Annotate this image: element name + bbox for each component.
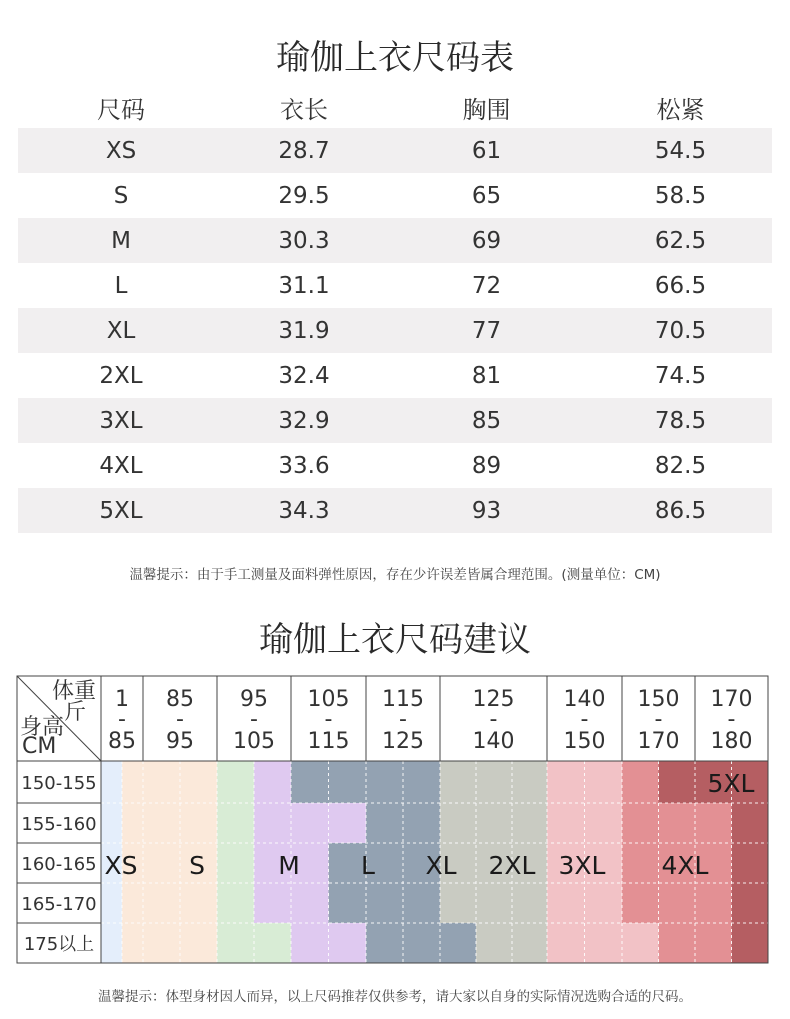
column-header: 衣长 [280,95,328,124]
grid-cell [122,761,143,803]
table-cell: 74.5 [654,362,707,389]
grid-cell [403,803,440,843]
weight-range-dash: - [118,707,126,732]
weight-range-from: 85 [166,687,194,712]
grid-cell [547,761,585,803]
weight-range-from: 1 [115,687,129,712]
grid-cell [695,883,732,923]
weight-range-to: 170 [637,729,680,754]
grid-cell [180,883,217,923]
grid-cell [366,923,403,963]
grid-cell [512,761,547,803]
height-range-label: 150-155 [21,773,97,794]
table-cell: XL [106,317,136,344]
size-label: 4XL [661,851,709,880]
grid-cell [291,883,329,923]
grid-cell [622,883,659,923]
grid-cell [122,803,143,843]
weight-range-to: 150 [563,729,606,754]
table-cell: 66.5 [654,272,707,299]
grid-cell [217,923,254,963]
grid-cell [217,803,254,843]
grid-cell [329,803,367,843]
table-cell: 31.1 [278,272,330,299]
table-cell: 82.5 [654,452,707,479]
size-label: 5XL [707,769,755,798]
grid-cell [217,843,254,883]
table-cell: 3XL [99,407,143,434]
grid-cell [366,803,403,843]
grid-cell [122,883,143,923]
table-cell: 32.9 [278,407,330,434]
grid-cell [101,883,122,923]
table-cell: 31.9 [278,317,330,344]
table-cell: 62.5 [654,227,707,254]
table-cell: 86.5 [654,497,707,524]
grid-cell [143,923,180,963]
grid-cell [622,761,659,803]
grid-cell [659,883,696,923]
weight-range-dash: - [250,707,258,732]
table-cell: 58.5 [654,182,707,209]
grid-cell [547,883,585,923]
table-cell: 2XL [99,362,143,389]
grid-cell [695,923,732,963]
column-header: 松紧 [656,95,705,124]
table-cell: L [114,272,128,299]
table-cell: 77 [471,317,502,344]
height-range-label: 160-165 [21,854,97,875]
grid-cell [622,803,659,843]
grid-cell [366,883,403,923]
size-label: XL [425,851,457,880]
grid-cell [585,883,623,923]
table-cell: 78.5 [654,407,707,434]
table-cell: 5XL [99,497,143,524]
weight-range-to: 85 [108,729,136,754]
grid-cell [622,923,659,963]
corner-height-unit: CM [22,734,57,759]
weight-range-to: 115 [307,729,350,754]
grid-cell [440,923,476,963]
grid-cell [547,803,585,843]
table-cell: XS [105,137,137,164]
grid-cell [101,761,122,803]
grid-cell [476,883,512,923]
grid-cell [440,803,476,843]
column-header: 胸围 [462,95,511,124]
grid-cell [101,803,122,843]
weight-range-to: 95 [166,729,194,754]
grid-cell [585,803,623,843]
table-cell: 93 [471,497,502,524]
grid-cell [254,883,291,923]
corner-height-label: 身高 [20,715,65,740]
weight-range-dash: - [654,707,663,732]
grid-cell [366,761,403,803]
size-label: M [278,851,300,880]
table-cell: M [111,227,131,254]
weight-range-to: 140 [472,729,515,754]
grid-cell [254,761,291,803]
grid-cell [732,883,769,923]
weight-range-dash: - [176,707,184,732]
size-chart-title: 瑜伽上衣尺码表 [276,38,514,78]
grid-cell [254,803,291,843]
grid-cell [622,843,659,883]
grid-cell [512,883,547,923]
weight-range-dash: - [324,707,333,732]
grid-cell [291,803,329,843]
grid-cell [291,761,329,803]
recommendation-note: 温馨提示：体型身材因人而异，以上尺码推荐仅供参考，请大家以自身的实际情况选购合适的尺码。 [98,989,692,1005]
height-range-label: 165-170 [21,894,97,915]
size-chart-note: 温馨提示：由于手工测量及面料弹性原因，存在少许误差皆属合理范围。(测量单位：CM) [129,567,661,583]
size-label: S [189,851,205,880]
weight-range-dash: - [489,707,498,732]
grid-cell [403,761,440,803]
table-cell: 85 [471,407,502,434]
table-cell: 65 [471,182,502,209]
grid-cell [403,883,440,923]
grid-cell [143,883,180,923]
weight-range-from: 150 [637,687,680,712]
corner-weight-label: 体重 [51,679,96,704]
grid-cell [659,761,696,803]
grid-cell [180,923,217,963]
grid-cell [732,923,769,963]
grid-cell [659,803,696,843]
table-cell: 32.4 [278,362,330,389]
weight-range-from: 115 [382,687,424,712]
weight-range-from: 140 [563,687,606,712]
table-cell: S [113,182,129,209]
grid-cell [329,883,367,923]
grid-cell [476,803,512,843]
height-range-label: 155-160 [21,814,97,835]
grid-cell [547,923,585,963]
grid-cell [291,923,329,963]
size-label: 3XL [558,851,606,880]
size-label: 2XL [488,851,536,880]
grid-cell [254,923,291,963]
weight-range-to: 180 [710,729,753,754]
size-label: L [361,851,375,880]
grid-cell [512,803,547,843]
grid-cell [122,923,143,963]
height-range-label: 175以上 [23,934,95,955]
table-cell: 69 [471,227,502,254]
table-cell: 72 [471,272,502,299]
table-cell: 54.5 [654,137,707,164]
weight-range-from: 170 [710,687,753,712]
table-cell: 28.7 [278,137,330,164]
table-cell: 4XL [99,452,143,479]
grid-cell [476,923,512,963]
grid-cell [217,883,254,923]
table-cell: 34.3 [278,497,330,524]
grid-cell [143,843,180,883]
table-cell: 30.3 [278,227,330,254]
weight-range-dash: - [399,707,407,732]
grid-cell [440,883,476,923]
weight-range-from: 125 [472,687,515,712]
grid-cell [329,923,367,963]
weight-range-to: 105 [233,729,275,754]
table-cell: 81 [471,362,502,389]
grid-cell [585,923,623,963]
grid-cell [659,923,696,963]
grid-cell [217,761,254,803]
recommendation-title: 瑜伽上衣尺码建议 [259,620,531,660]
grid-cell [403,923,440,963]
corner-weight-unit: 斤 [63,700,86,725]
grid-cell [440,761,476,803]
grid-cell [585,761,623,803]
grid-cell [695,803,732,843]
weight-range-from: 105 [307,687,350,712]
grid-cell [101,923,122,963]
column-header: 尺码 [97,95,145,124]
size-label: XS [104,851,138,880]
grid-cell [732,803,769,843]
weight-range-dash: - [580,707,589,732]
grid-cell [143,803,180,843]
weight-range-to: 125 [382,729,424,754]
grid-cell [476,761,512,803]
table-cell: 29.5 [278,182,330,209]
grid-cell [180,761,217,803]
weight-range-dash: - [727,707,736,732]
grid-cell [329,761,367,803]
grid-cell [180,803,217,843]
weight-range-from: 95 [240,687,268,712]
grid-cell [732,843,769,883]
grid-cell [143,761,180,803]
table-cell: 89 [471,452,502,479]
table-cell: 33.6 [278,452,330,479]
table-cell: 70.5 [654,317,707,344]
grid-cell [512,923,547,963]
table-cell: 61 [471,137,502,164]
